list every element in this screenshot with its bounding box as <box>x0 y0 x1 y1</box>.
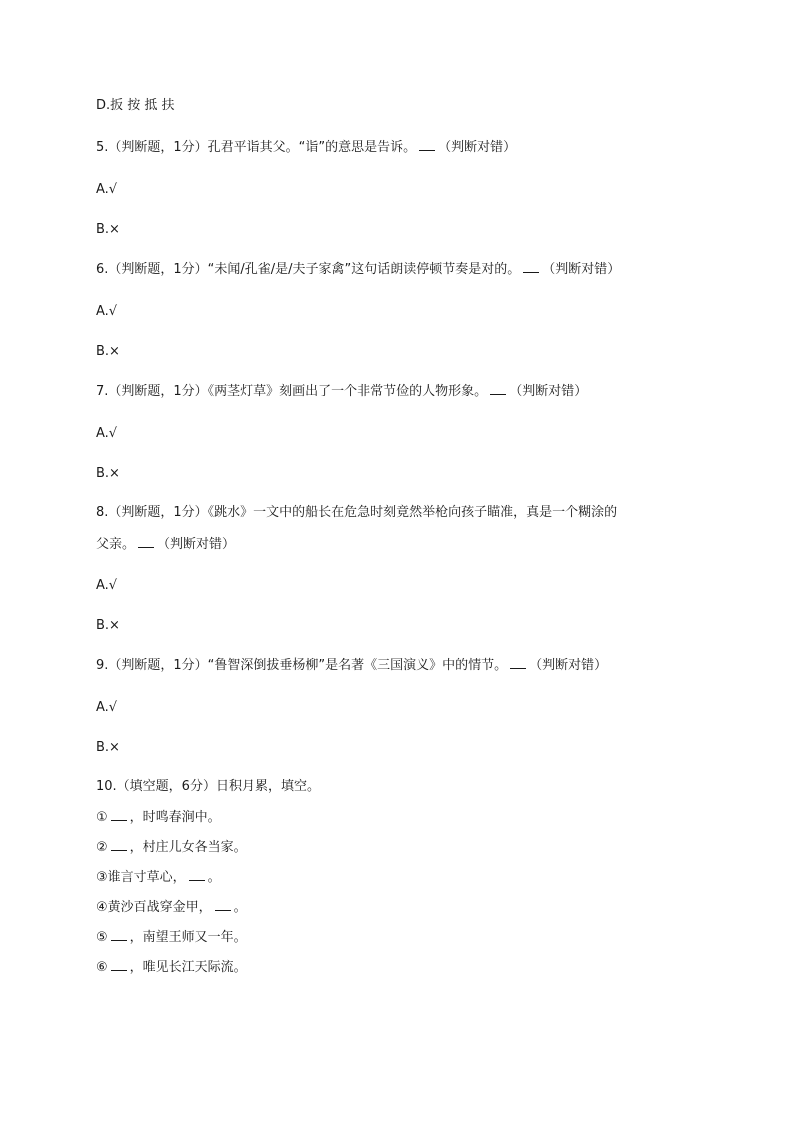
answer-blank[interactable] <box>111 928 127 941</box>
answer-blank[interactable] <box>215 898 231 911</box>
question-8-line-1: 8.（判断题，1分）《跳水》一文中的船长在危急时刻竟然举枪向孩子瞄准，真是一个糊涂的 <box>96 505 618 520</box>
fill-item-2: ② ，村庄儿女各当家。 <box>96 840 247 855</box>
question-8-line-2 <box>96 535 235 555</box>
answer-blank[interactable] <box>490 382 506 395</box>
question-suffix: （判断对错） <box>438 140 517 155</box>
option-a[interactable]: A.√ <box>96 304 118 319</box>
item-number: ⑥ <box>96 960 108 975</box>
question-suffix: （判断对错） <box>509 384 588 399</box>
option-a[interactable]: A.√ <box>96 700 118 715</box>
option-b[interactable]: B.× <box>96 344 120 359</box>
answer-blank[interactable] <box>138 535 154 548</box>
item-number: ② <box>96 840 108 855</box>
option-a[interactable]: A.√ <box>96 426 118 441</box>
question-text: 6.（判断题，1分）“未闻/孔雀/是/夫子家禽”这句话朗读停顿节奏是对的。 <box>96 262 521 277</box>
answer-blank[interactable] <box>111 838 127 851</box>
option-a[interactable]: A.√ <box>96 578 118 593</box>
question-text: 5.（判断题，1分）孔君平诣其父。“诣”的意思是告诉。 <box>96 140 417 155</box>
question-text: 7.（判断题，1分）《两茎灯草》刻画出了一个非常节俭的人物形象。 <box>96 384 488 399</box>
item-number: ① <box>96 810 108 825</box>
option-b[interactable]: B.× <box>96 740 120 755</box>
fill-item-5: ⑤ ，南望王师又一年。 <box>96 930 247 945</box>
fill-item-1: ① ，时鸣春涧中。 <box>96 810 221 825</box>
answer-blank[interactable] <box>419 138 435 151</box>
question-suffix: （判断对错） <box>529 658 608 673</box>
question-text: 父亲。 <box>96 537 136 552</box>
question-9 <box>96 656 607 676</box>
question-suffix: （判断对错） <box>542 262 621 277</box>
option-b[interactable]: B.× <box>96 618 120 633</box>
item-number: ④ <box>96 900 108 915</box>
option-a[interactable]: A.√ <box>96 182 118 197</box>
answer-blank[interactable] <box>523 260 539 273</box>
question-5 <box>96 138 516 158</box>
question-text: 9.（判断题，1分）“鲁智深倒拔垂杨柳”是名著《三国演义》中的情节。 <box>96 658 508 673</box>
option-b[interactable]: B.× <box>96 466 120 481</box>
prev-option-d: D.扳 按 抵 扶 <box>96 98 175 113</box>
answer-blank[interactable] <box>189 868 205 881</box>
item-number: ③ <box>96 870 108 885</box>
question-suffix: （判断对错） <box>157 537 236 552</box>
fill-item-6: ⑥ ，唯见长江天际流。 <box>96 960 247 975</box>
answer-blank[interactable] <box>111 958 127 971</box>
fill-item-4: ④黄沙百战穿金甲， 。 <box>96 900 247 915</box>
question-10-title: 10.（填空题，6分）日积月累，填空。 <box>96 779 320 794</box>
item-number: ⑤ <box>96 930 108 945</box>
fill-item-3: ③谁言寸草心， 。 <box>96 870 221 885</box>
option-b[interactable]: B.× <box>96 222 120 237</box>
question-7 <box>96 382 587 402</box>
answer-blank[interactable] <box>510 656 526 669</box>
answer-blank[interactable] <box>111 808 127 821</box>
question-6 <box>96 260 620 280</box>
